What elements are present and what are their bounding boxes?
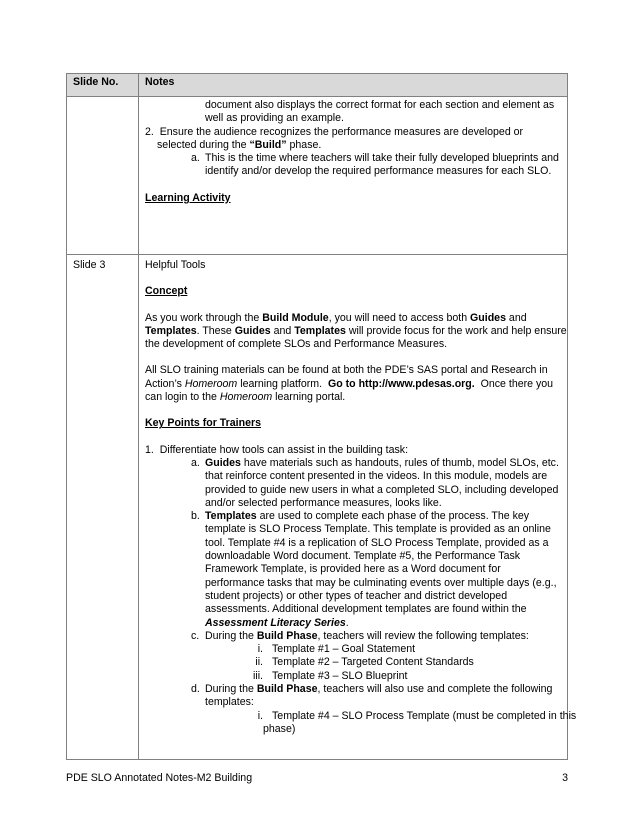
list-line: Framework Template, is provided here as a Word document for: [205, 563, 501, 576]
list-item: c. During the Build Phase, teachers will review the following templates:: [191, 629, 529, 642]
list-line: assessments. Additional development templates are found within the: [205, 603, 527, 616]
slide-number-cell: [67, 97, 139, 255]
sub-list-item: iii. Template #3 – SLO Blueprint: [252, 669, 408, 682]
table-header-row: [67, 74, 568, 97]
note-line: 2. Ensure the audience recognizes the performance measures are developed or: [145, 125, 524, 138]
notes-cell: [139, 97, 568, 255]
list-line: tool. Template #4 is a replication of SLO Process Template, provided as a: [205, 536, 549, 549]
sub-list-item: i. Template #1 – Goal Statement: [257, 643, 416, 656]
header-slide-no: Slide No.: [67, 74, 139, 97]
header-notes: Notes: [139, 74, 568, 97]
sub-list-item: i. Template #4 – SLO Process Template (must be completed in this: [257, 709, 577, 722]
paragraph-line: Templates. These Guides and Templates will provide focus for the work and help ensure: [145, 324, 567, 337]
key-points-heading: Key Points for Trainers: [145, 417, 261, 430]
list-item: b. Templates are used to complete each phase of the process. The key: [191, 510, 530, 523]
table-row: [67, 255, 568, 760]
note-line: selected during the “Build” phase.: [157, 138, 322, 151]
paragraph-line: can login to the Homeroom learning portal.: [145, 391, 346, 404]
list-line: provided to guide new users in what a completed SLO, including developed: [205, 483, 559, 496]
list-line: Assessment Literacy Series.: [205, 616, 349, 629]
slide-title: Helpful Tools: [145, 259, 206, 271]
notes-table: [66, 73, 577, 760]
note-line: well as providing an example.: [205, 112, 344, 125]
pdesas-link-text: Go to http://www.pdesas.org.: [327, 377, 475, 390]
paragraph-line: All SLO training materials can be found at both the PDE’s SAS portal and Research in: [145, 364, 548, 377]
list-line: templates:: [205, 696, 254, 709]
list-item: d. During the Build Phase, teachers will also use and complete the following: [191, 683, 553, 696]
list-line: student projects) or other types of teacher and district developed: [205, 589, 508, 602]
list-line: that reinforce content presented in the videos. In this module, models are: [205, 470, 548, 483]
sub-list-item: ii. Template #2 – Targeted Content Standards: [255, 656, 474, 669]
slide-number-cell: Slide 3: [67, 255, 139, 760]
list-line: downloadable Word document. Template #5, the Performance Task: [205, 550, 521, 563]
table-row: [67, 97, 568, 255]
notes-cell: [139, 255, 577, 760]
sub-list-line: phase): [263, 722, 296, 735]
note-line: a. This is the time where teachers will take their fully developed blueprints and: [191, 152, 559, 165]
footer-title: PDE SLO Annotated Notes-M2 Building: [66, 772, 253, 784]
paragraph-line: Action’s Homeroom learning platform. Go to http://www.pdesas.org. Once there you: [145, 377, 554, 390]
note-line: identify and/or develop the required performance measures for each SLO.: [205, 165, 552, 178]
list-line: and/or selected performance measures, looks like.: [205, 496, 442, 509]
page-number: 3: [562, 772, 568, 784]
list-item: 1. Differentiate how tools can assist in the building task:: [145, 443, 409, 456]
list-item: a. Guides have materials such as handouts, rules of thumb, model SLOs, etc.: [191, 456, 559, 469]
list-line: template is SLO Process Template. This template is provided as an online: [205, 523, 551, 536]
concept-heading: Concept: [145, 285, 188, 298]
list-line: performance tasks that may be culminating events over multiple days (e.g.,: [205, 576, 557, 589]
learning-activity-heading: Learning Activity: [145, 191, 231, 204]
paragraph-line: As you work through the Build Module, you will need to access both Guides and: [145, 311, 527, 324]
page-footer: [66, 772, 568, 784]
paragraph-line: the development of complete SLOs and Performance Measures.: [145, 338, 448, 351]
note-line: document also displays the correct format for each section and element as: [205, 99, 555, 111]
